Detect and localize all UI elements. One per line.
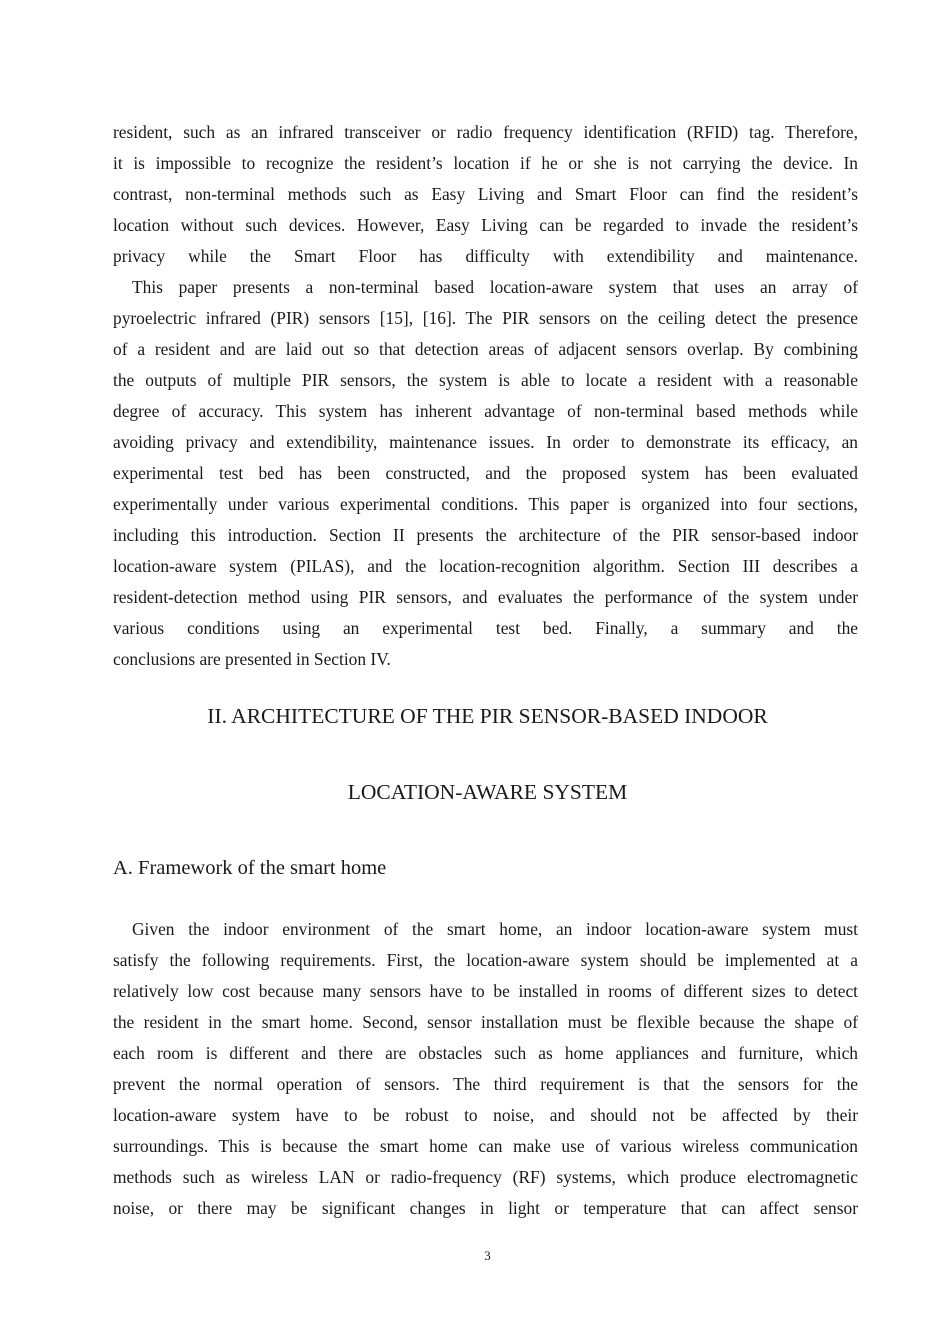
- text-line: avoiding privacy and extendibility, maintenance issues. In order to demonstrate its efficacy, an: [113, 432, 858, 452]
- paragraph-system-overview: [113, 272, 858, 675]
- text-line: of a resident and are laid out so that detection areas of adjacent sensors overlap. By combining: [113, 339, 858, 359]
- page-number: 3: [484, 1248, 491, 1263]
- text-line: conclusions are presented in Section IV.: [113, 649, 391, 669]
- text-line: Given the indoor environment of the smart home, an indoor location-aware system must: [132, 919, 858, 939]
- text-line: location-aware system have to be robust to noise, and should not be affected by their: [113, 1105, 858, 1125]
- text-line: the resident in the smart home. Second, sensor installation must be flexible because the shape of: [113, 1012, 858, 1032]
- text-line: location without such devices. However, Easy Living can be regarded to invade the resident’s: [113, 215, 858, 235]
- text-line: relatively low cost because many sensors have to be installed in rooms of different sizes to detect: [113, 981, 858, 1001]
- text-line: location-aware system (PILAS), and the location-recognition algorithm. Section III describes a: [113, 556, 858, 576]
- text-line: it is impossible to recognize the resident’s location if he or she is not carrying the device. In: [113, 153, 858, 173]
- text-line: each room is different and there are obstacles such as home appliances and furniture, which: [113, 1043, 858, 1063]
- text-line: prevent the normal operation of sensors. The third requirement is that the sensors for the: [113, 1074, 858, 1094]
- text-line: including this introduction. Section II presents the architecture of the PIR sensor-based indoor: [113, 525, 858, 545]
- text-line: This paper presents a non-terminal based location-aware system that uses an array of: [132, 277, 858, 297]
- text-line: privacy while the Smart Floor has difficulty with extendibility and maintenance.: [113, 246, 858, 266]
- text-line: various conditions using an experimental test bed. Finally, a summary and the: [113, 618, 858, 638]
- section-heading-line-2: LOCATION-AWARE SYSTEM: [347, 780, 628, 804]
- text-line: methods such as wireless LAN or radio-frequency (RF) systems, which produce electromagnetic: [113, 1167, 858, 1187]
- subsection-heading: A. Framework of the smart home: [113, 857, 387, 879]
- text-line: contrast, non-terminal methods such as Easy Living and Smart Floor can find the resident’s: [113, 184, 858, 204]
- text-line: satisfy the following requirements. First, the location-aware system should be implemented at a: [113, 950, 858, 970]
- text-line: resident-detection method using PIR sensors, and evaluates the performance of the system under: [113, 587, 858, 607]
- section-heading-line-1: II. ARCHITECTURE OF THE PIR SENSOR-BASED INDOOR: [207, 704, 768, 728]
- text-line: surroundings. This is because the smart home can make use of various wireless communication: [113, 1136, 858, 1156]
- paragraph-requirements: [113, 914, 858, 1224]
- paragraph-intro-continued: [113, 117, 858, 272]
- text-line: pyroelectric infrared (PIR) sensors [15], [16]. The PIR sensors on the ceiling detect the presence: [113, 308, 858, 328]
- text-line: degree of accuracy. This system has inherent advantage of non-terminal based methods while: [113, 401, 858, 421]
- text-line: the outputs of multiple PIR sensors, the system is able to locate a resident with a reasonable: [113, 370, 858, 390]
- text-line: resident, such as an infrared transceiver or radio frequency identification (RFID) tag. Therefore,: [113, 122, 858, 142]
- text-line: experimental test bed has been constructed, and the proposed system has been evaluated: [113, 463, 858, 483]
- text-line: experimentally under various experimental conditions. This paper is organized into four sections,: [113, 494, 858, 514]
- text-line: noise, or there may be significant changes in light or temperature that can affect sensor: [113, 1198, 858, 1218]
